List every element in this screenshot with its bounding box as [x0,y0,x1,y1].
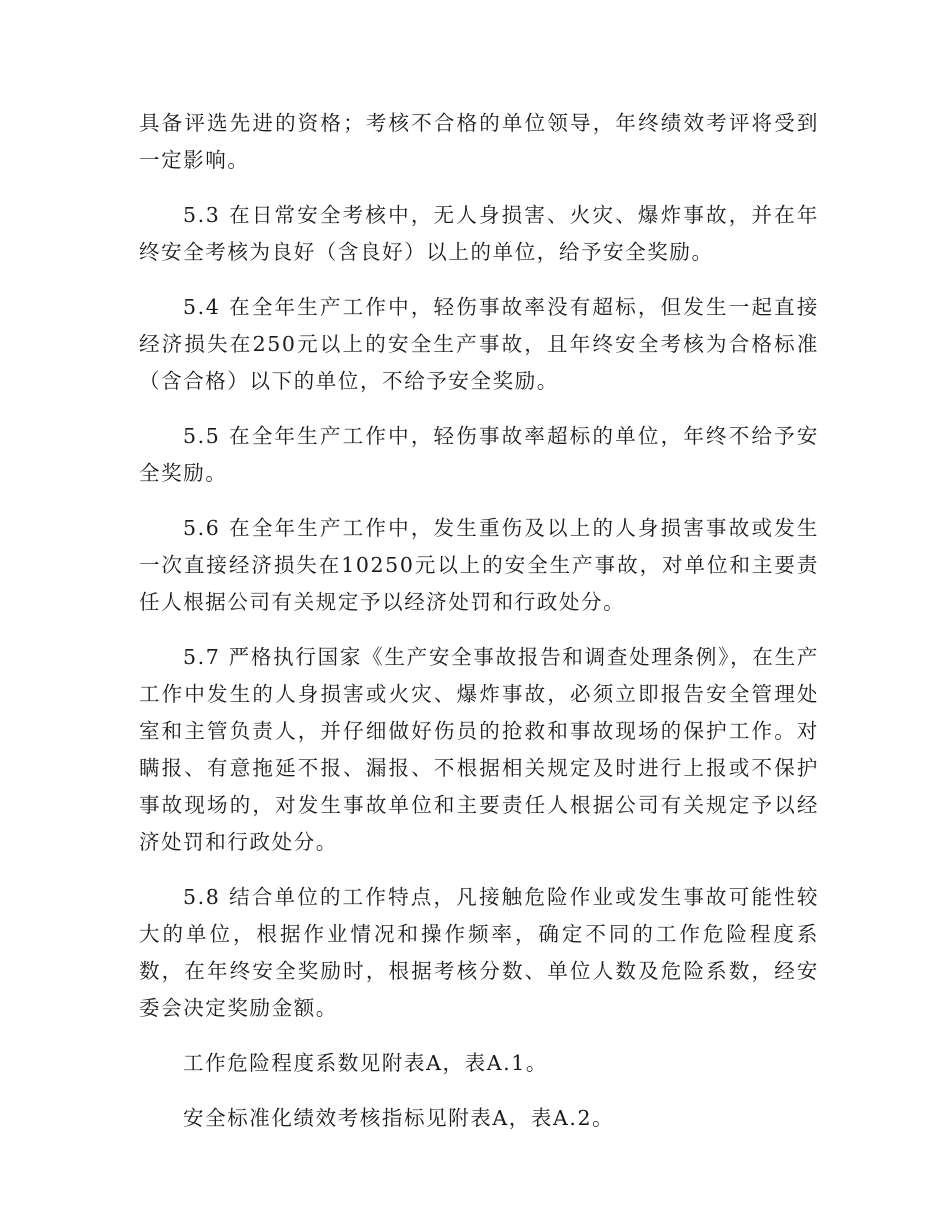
paragraph-5-4: 5.4 在全年生产工作中，轻伤事故率没有超标，但发生一起直接经济损失在250元以上的安全生产事故，且年终安全考核为合格标准（含合格）以下的单位，不给予安全奖励。 [139,295,819,393]
paragraph-appendix-a1: 工作危险程度系数见附表A，表A.1。 [183,1051,548,1075]
paragraph-5-3: 5.3 在日常安全考核中，无人身损害、火灾、爆炸事故，并在年终安全考核为良好（含良好）以上的单位，给予安全奖励。 [139,203,819,264]
paragraph-appendix-a2: 安全标准化绩效考核指标见附表A，表A.2。 [183,1106,615,1130]
document-body [139,105,819,1155]
paragraph-5-6: 5.6 在全年生产工作中，发生重伤及以上的人身损害事故或发生一次直接经济损失在10250元以上的安全生产事故，对单位和主要责任人根据公司有关规定予以经济处罚和行政处分。 [139,516,819,614]
paragraph-continuation: 具备评选先进的资格；考核不合格的单位领导，年终绩效考评将受到一定影响。 [139,111,819,172]
paragraph-5-5: 5.5 在全年生产工作中，轻伤事故率超标的单位，年终不给予安全奖励。 [139,424,819,485]
paragraph-5-7: 5.7 严格执行国家《生产安全事故报告和调查处理条例》，在生产工作中发生的人身损害或火灾、爆炸事故，必须立即报告安全管理处室和主管负责人，并仔细做好伤员的抢救和事故现场的保护工作。对瞒报、有意拖延不报、漏报、不根据相关规定及时进行上报或不保护事故现场的，对发生事故单位和主要责任人根据公司有关规定予以经济处罚和行政处分。 [139,645,819,854]
paragraph-5-8: 5.8 结合单位的工作特点，凡接触危险作业或发生事故可能性较大的单位，根据作业情况和操作频率，确定不同的工作危险程度系数，在年终安全奖励时，根据考核分数、单位人数及危险系数，经安委会决定奖励金额。 [139,885,819,1020]
